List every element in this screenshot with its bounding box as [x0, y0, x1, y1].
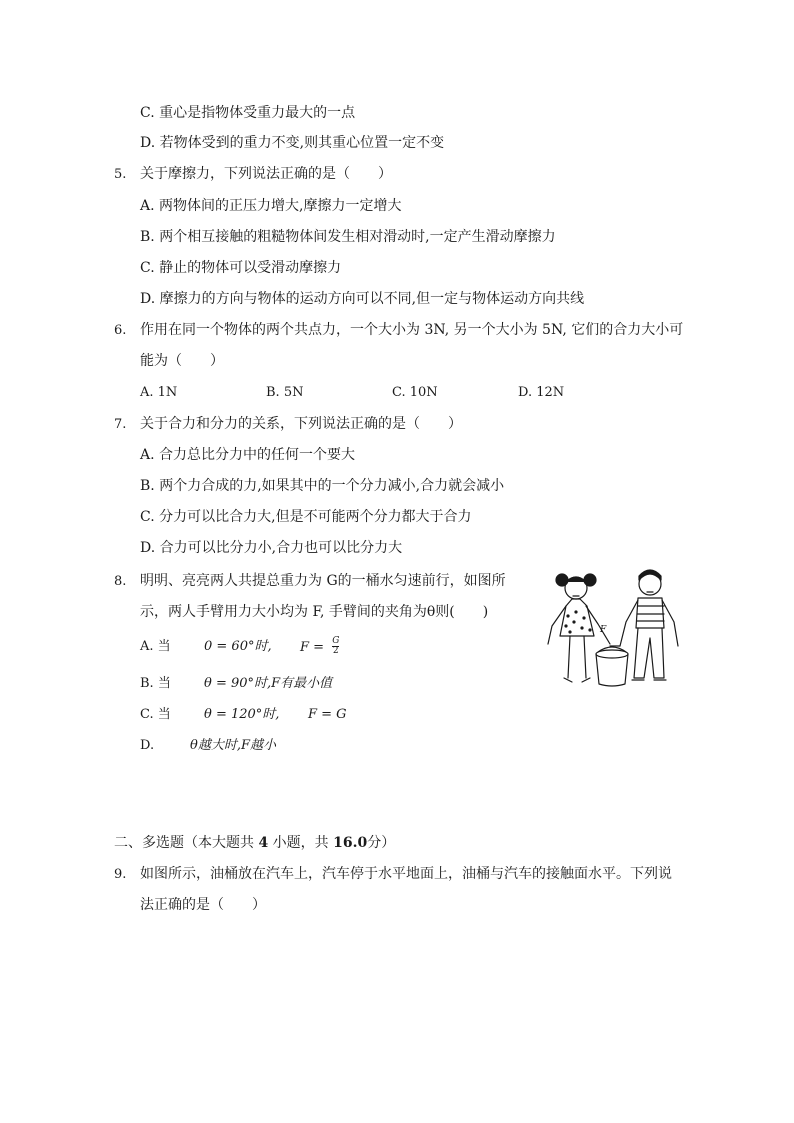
- q6-option-b: B. 5N: [266, 385, 304, 400]
- q6-stem-line2: 能为（ ）: [140, 353, 224, 369]
- girl-legs: [568, 636, 586, 678]
- q6-stem-line1: 作用在同一个物体的两个共点力，一个大小为 3N, 另一个大小为 5N, 它们的合力大小可: [140, 322, 684, 338]
- q8-option-d-text: θ越大时,F越小: [190, 738, 276, 753]
- q6-number: 6.: [114, 323, 127, 338]
- q7-option-b: B. 两个力合成的力,如果其中的一个分力减小,合力就会减小: [140, 478, 505, 494]
- boy-shirt: [636, 598, 664, 628]
- section2-question-count: 4: [258, 835, 269, 851]
- q8-option-a-result-lhs: F =: [300, 640, 325, 655]
- q7-stem: 关于合力和分力的关系，下列说法正确的是（ ）: [140, 416, 462, 432]
- q8-option-a-fraction: [332, 637, 339, 656]
- section2-heading-prefix: 二、多选题（本大题共: [114, 835, 259, 851]
- q8-option-b: [140, 675, 500, 693]
- q8-option-c: [140, 706, 500, 724]
- q7-option-d: D. 合力可以比分力小,合力也可以比分力大: [140, 540, 403, 556]
- section2-total-score: 16.0: [333, 835, 368, 851]
- q8-stem-line2: 示，两人手臂用力大小均为 F, 手臂间的夹角为θ则( ): [140, 604, 489, 620]
- q8-option-c-condition: θ = 120°时,: [204, 707, 280, 722]
- q7-option-c: C. 分力可以比合力大,但是不可能两个分力都大于合力: [140, 509, 472, 525]
- girl-left-arm: [548, 606, 566, 644]
- q9-stem-line2: 法正确的是（ ）: [140, 897, 266, 913]
- q4-option-d: D. 若物体受到的重力不变,则其重心位置一定不变: [140, 135, 445, 151]
- q5-stem: 关于摩擦力，下列说法正确的是（ ）: [140, 166, 392, 182]
- girl-right-arm: [586, 606, 610, 644]
- boy-shirt-stripes: [637, 606, 664, 621]
- q7-number: 7.: [114, 417, 127, 432]
- bucket-rim: [596, 650, 628, 658]
- q8-fraction-numerator: G: [332, 636, 340, 646]
- boy-right-arm: [662, 600, 678, 646]
- girl-left-pigtail: [556, 574, 568, 586]
- q8-option-c-result: F = G: [308, 707, 347, 722]
- force-label-f: F: [600, 625, 607, 635]
- q8-option-b-text: θ = 90°时,F有最小值: [204, 676, 333, 691]
- q7-option-a: A. 合力总比分力中的任何一个要大: [140, 447, 356, 463]
- q5-option-c: C. 静止的物体可以受滑动摩擦力: [140, 260, 342, 276]
- bucket-body: [596, 654, 628, 686]
- q5-option-b: B. 两个相互接触的粗糙物体间发生相对滑动时,一定产生滑动摩擦力: [140, 229, 556, 245]
- q8-option-a-prefix: A. 当: [140, 639, 171, 654]
- q9-stem-line1: 如图所示，油桶放在汽车上，汽车停于水平地面上，油桶与汽车的接触面水平。下列说: [140, 866, 672, 882]
- section2-heading-mid: 小题，共: [268, 835, 334, 851]
- boy-left-arm: [620, 600, 638, 646]
- girl-bangs: [567, 577, 585, 582]
- q5-option-a: A. 两物体间的正压力增大,摩擦力一定增大: [140, 198, 402, 214]
- q8-option-b-prefix: B. 当: [140, 676, 171, 691]
- girl-feet: [564, 678, 590, 682]
- boy-hair: [639, 570, 661, 580]
- q6-option-c: C. 10N: [392, 385, 438, 400]
- q5-number: 5.: [114, 167, 127, 182]
- q8-stem-line1: 明明、亮亮两人共提总重力为 G的一桶水匀速前行，如图所: [140, 573, 506, 589]
- q8-option-c-prefix: C. 当: [140, 707, 171, 722]
- q8-option-a-condition: 0 = 60°时,: [204, 639, 272, 654]
- q8-number: 8.: [114, 574, 127, 589]
- girl-right-pigtail: [584, 574, 596, 586]
- q8-option-d-prefix: D.: [140, 738, 155, 753]
- q6-option-a: A. 1N: [140, 385, 178, 400]
- q8-option-d: [140, 737, 500, 755]
- q8-fraction-denominator: 2: [332, 646, 339, 656]
- section2-heading-suffix: 分）: [367, 835, 396, 851]
- q6-options: [140, 384, 640, 402]
- q4-option-c: C. 重心是指物体受重力最大的一点: [140, 105, 356, 121]
- q6-option-d: D. 12N: [518, 385, 565, 400]
- section2-heading: [114, 834, 395, 852]
- q8-option-a: [140, 638, 500, 660]
- girl-dress-dots: [564, 610, 591, 633]
- two-children-bucket-figure: [540, 566, 688, 702]
- q9-number: 9.: [114, 867, 127, 882]
- q8-option-a-result: [300, 638, 339, 657]
- boy-trousers: [634, 628, 664, 678]
- q5-option-d: D. 摩擦力的方向与物体的运动方向可以不同,但一定与物体运动方向共线: [140, 291, 585, 307]
